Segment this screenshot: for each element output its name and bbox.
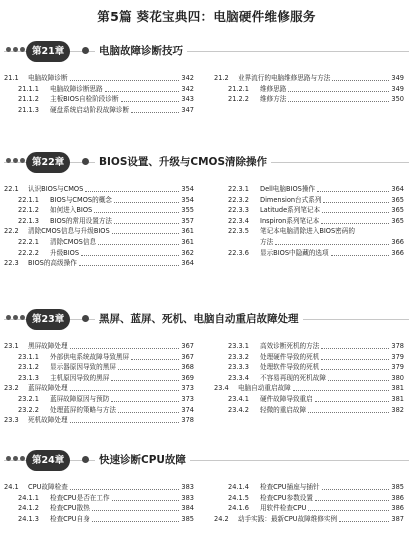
chapter-section: [0, 40, 413, 114]
dot-leader: [308, 503, 389, 511]
toc-entry[interactable]: [4, 84, 194, 95]
dot-leader: [92, 514, 179, 522]
chapter-title: 黑屏、蓝屏、死机、电脑自动重启故障处理: [95, 311, 303, 326]
entry-page-number: 381: [391, 394, 404, 403]
toc-entry[interactable]: [4, 105, 194, 116]
dot-leader: [70, 415, 179, 423]
entry-number: 23.3.1: [228, 342, 249, 350]
toc-column-left: [4, 184, 194, 269]
toc-column-right: [214, 341, 404, 415]
bullet-dot-icon: [82, 158, 89, 165]
dot-leader: [323, 195, 389, 203]
bullet-dot-icon: [82, 315, 89, 322]
entry-title: 主机原因导致的黑屏: [50, 373, 110, 382]
banner-dots-icon: [6, 47, 25, 52]
toc-entry[interactable]: [214, 514, 404, 525]
entry-number: 22.2.2: [18, 248, 39, 257]
entry-title: 轻微的重启故障: [260, 405, 307, 414]
dot-leader: [98, 237, 179, 245]
entry-page-number: 361: [181, 237, 194, 246]
entry-page-number: 367: [181, 352, 194, 361]
entry-page-number: 365: [391, 216, 404, 225]
banner-dots-icon: [6, 315, 25, 320]
entry-page-number: 350: [391, 95, 404, 104]
entry-title: 升级BIOS: [50, 248, 80, 257]
entry-title: 动手实践：最新CPU故障维修实例: [238, 514, 338, 523]
toc-entry[interactable]: [214, 248, 404, 259]
dot-leader: [105, 84, 179, 92]
dot-leader: [321, 352, 389, 360]
dot-leader: [332, 73, 389, 81]
entry-title: 检查CPU自身: [50, 514, 90, 523]
entry-title: 清除CMOS信息: [50, 237, 97, 246]
entry-page-number: 369: [181, 373, 194, 382]
chapter-section: [0, 308, 413, 425]
entry-number: 23.3.4: [228, 373, 249, 382]
dot-leader: [328, 373, 389, 381]
entry-page-number: 382: [391, 405, 404, 414]
entry-title: BIOS与CMOS的概念: [50, 195, 112, 204]
entry-page-number: 368: [181, 363, 194, 372]
entry-number: 24.1.2: [18, 504, 39, 513]
toc-entry[interactable]: [4, 94, 194, 105]
entry-title: 检查CPU插座与插针: [260, 483, 320, 491]
entry-page-number: 373: [181, 394, 194, 403]
entry-title: 方法: [260, 237, 274, 246]
entry-number: 21.2.1: [228, 84, 249, 93]
dot-leader: [131, 105, 179, 113]
toc-column-left: [4, 341, 194, 426]
entry-page-number: 361: [181, 227, 194, 236]
dot-leader: [70, 383, 179, 391]
toc-entry[interactable]: [214, 373, 404, 384]
entry-page-number: 349: [391, 74, 404, 82]
entry-page-number: 357: [181, 216, 194, 225]
entry-page-number: 365: [391, 195, 404, 204]
entry-page-number: 383: [181, 483, 194, 491]
dot-leader: [70, 482, 179, 490]
chapter-title: 电脑故障诊断技巧: [95, 43, 187, 58]
entry-page-number: 364: [181, 259, 194, 268]
chapter-badge: 第24章: [26, 450, 70, 471]
entry-title: 显示器原因导致的黑屏: [50, 363, 116, 372]
dot-leader: [288, 94, 389, 102]
entry-number: 21.2: [214, 74, 229, 82]
toc-entry[interactable]: [4, 415, 194, 426]
entry-number: 24.1.5: [228, 493, 249, 502]
entry-title: 黑屏故障处理: [28, 342, 68, 350]
toc-column-right: [214, 184, 404, 258]
chapter-banner: [0, 40, 413, 64]
dot-leader: [288, 84, 389, 92]
toc-entry[interactable]: [214, 352, 404, 363]
entry-number: 24.1.4: [228, 483, 249, 491]
entry-number: 24.1.1: [18, 493, 39, 502]
entry-page-number: 387: [391, 514, 404, 523]
entry-page-number: 342: [181, 74, 194, 82]
toc-entry[interactable]: [214, 195, 404, 206]
toc-entry[interactable]: [214, 482, 404, 493]
entry-page-number: 383: [181, 493, 194, 502]
entry-page-number: 386: [391, 504, 404, 513]
entry-page-number: 385: [391, 483, 404, 491]
entry-number: 21.1.1: [18, 84, 39, 93]
entry-number: 22.3.1: [228, 185, 249, 193]
dot-leader: [321, 341, 389, 349]
entry-page-number: 354: [181, 185, 194, 193]
entry-page-number: 378: [391, 342, 404, 350]
chapter-badge: 第21章: [26, 41, 70, 62]
entry-title: 高效诊断死机的方法: [260, 342, 320, 350]
entry-page-number: 342: [181, 84, 194, 93]
entry-number: 22.2.1: [18, 237, 39, 246]
entry-number: 23.1.1: [18, 352, 39, 361]
dot-leader: [293, 383, 389, 391]
entry-title: Inspiron系列笔记本: [260, 216, 320, 225]
chapter-title: BIOS设置、升级与CMOS清除操作: [95, 154, 271, 169]
entry-title: 电脑故障诊断: [28, 74, 68, 82]
entry-number: 22.1.2: [18, 206, 39, 215]
entry-title: 清除CMOS信息与升级BIOS: [28, 227, 110, 236]
entry-title: 处理硬件导致的死机: [260, 352, 320, 361]
entry-page-number: 379: [391, 352, 404, 361]
entry-title: 蓝屏故障处理: [28, 384, 68, 393]
entry-number: 22.1: [4, 185, 19, 193]
toc-entry[interactable]: [4, 73, 194, 84]
entry-page-number: 349: [391, 84, 404, 93]
entry-number: 21.1: [4, 74, 19, 82]
dot-leader: [112, 226, 179, 234]
chapter-badge: 第23章: [26, 309, 70, 330]
entry-title: 认识BIOS与CMOS: [28, 185, 84, 193]
dot-leader: [111, 373, 179, 381]
dot-leader: [121, 94, 179, 102]
dot-leader: [112, 493, 179, 501]
dot-leader: [322, 482, 389, 490]
dot-leader: [118, 405, 179, 413]
toc-entry[interactable]: [4, 514, 194, 525]
toc-entry[interactable]: [214, 237, 404, 248]
bullet-dot-icon: [82, 456, 89, 463]
entry-title: 维修思路: [260, 84, 287, 93]
entry-page-number: 373: [181, 384, 194, 393]
entry-title: 显示BIOS中隐藏的选项: [260, 248, 329, 257]
dot-leader: [315, 493, 389, 501]
chapter-banner: [0, 449, 413, 473]
entry-page-number: 343: [181, 95, 194, 104]
toc-entry[interactable]: [214, 205, 404, 216]
chapter-section: [0, 449, 413, 523]
toc-entry[interactable]: [4, 195, 194, 206]
entry-number: 21.2.2: [228, 95, 249, 104]
entry-title: 外部供电系统故障导致黑屏: [50, 352, 130, 361]
entry-page-number: 384: [181, 504, 194, 513]
banner-dots-icon: [6, 158, 25, 163]
entry-number: 22.1.1: [18, 195, 39, 204]
toc-entry[interactable]: [4, 248, 194, 259]
entry-page-number: 379: [391, 363, 404, 372]
toc-entry[interactable]: [214, 184, 404, 195]
toc-entry[interactable]: [4, 216, 194, 227]
toc-entry[interactable]: [4, 373, 194, 384]
toc-entry[interactable]: [214, 226, 404, 237]
entry-number: 23.2.1: [18, 394, 39, 403]
dot-leader: [321, 216, 389, 224]
dot-leader: [70, 341, 179, 349]
dot-leader: [315, 394, 389, 402]
dot-leader: [308, 405, 389, 413]
entry-page-number: 365: [391, 206, 404, 215]
entry-title: Dell电脑BIOS操作: [260, 185, 316, 193]
entry-title: 电脑故障诊断思路: [50, 84, 103, 93]
toc-entry[interactable]: [4, 205, 194, 216]
entry-title: BIOS的高级操作: [28, 259, 77, 268]
entry-number: 23.4: [214, 384, 229, 393]
entry-title: Latitude系列笔记本: [260, 206, 321, 215]
toc-entry[interactable]: [4, 394, 194, 405]
toc-entry[interactable]: [4, 405, 194, 416]
entry-number: 22.1.3: [18, 216, 39, 225]
dot-leader: [321, 362, 389, 370]
entry-number: 24.1.6: [228, 504, 249, 513]
entry-number: 24.2: [214, 514, 229, 523]
toc-entry[interactable]: [4, 226, 194, 237]
entry-title: 处理软件导致的死机: [260, 363, 320, 372]
entry-page-number: 354: [181, 195, 194, 204]
toc-entry[interactable]: [214, 216, 404, 227]
entry-number: 22.3.4: [228, 216, 249, 225]
toc-entry[interactable]: [214, 503, 404, 514]
toc-entry[interactable]: [214, 493, 404, 504]
toc-entry[interactable]: [4, 362, 194, 373]
dot-leader: [131, 352, 179, 360]
toc-entry[interactable]: [214, 73, 404, 84]
entry-title: 不容易再现的死机故障: [260, 373, 326, 382]
entry-number: 23.1.3: [18, 373, 39, 382]
entry-number: 22.3.3: [228, 206, 249, 215]
entry-title: 如何进入BIOS: [50, 206, 93, 215]
banner-dots-icon: [6, 456, 25, 461]
entry-number: 22.3.6: [228, 248, 249, 257]
toc-entry[interactable]: [4, 482, 194, 493]
entry-title: 检查CPU是否在工作: [50, 493, 110, 502]
toc-entry[interactable]: [214, 383, 404, 394]
dot-leader: [70, 73, 179, 81]
part-title: 第5篇 葵花宝典四：电脑硬件维修服务: [97, 9, 316, 24]
toc-entry[interactable]: [214, 341, 404, 352]
entry-title: 检查CPU散热: [50, 504, 90, 513]
entry-title: 处理蓝屏的策略与方法: [50, 405, 116, 414]
toc-entry[interactable]: [214, 94, 404, 105]
entry-number: 23.4.1: [228, 394, 249, 403]
dot-leader: [331, 248, 389, 256]
toc-column-left: [4, 73, 194, 115]
entry-title: 维修方法: [260, 95, 287, 104]
toc-entry[interactable]: [4, 184, 194, 195]
toc-entry[interactable]: [4, 352, 194, 363]
entry-number: 23.3: [4, 416, 19, 425]
entry-number: 24.1: [4, 483, 19, 491]
entry-number: 24.1.3: [18, 514, 39, 523]
entry-page-number: 362: [181, 248, 194, 257]
toc-entry[interactable]: [4, 237, 194, 248]
entry-title: Dimension台式系列: [260, 195, 322, 204]
toc-entry[interactable]: [4, 341, 194, 352]
entry-page-number: 364: [391, 185, 404, 193]
entry-title: 用软件检查CPU: [260, 504, 307, 513]
toc-column-right: [214, 73, 404, 105]
chapter-title: 快速诊断CPU故障: [95, 452, 190, 467]
entry-number: 21.1.3: [18, 105, 39, 114]
entry-page-number: 366: [391, 248, 404, 257]
entry-number: 21.1.2: [18, 95, 39, 104]
entry-number: 23.3.2: [228, 352, 249, 361]
dot-leader: [275, 237, 389, 245]
entry-page-number: 386: [391, 493, 404, 502]
dot-leader: [118, 362, 179, 370]
toc-entry[interactable]: [4, 503, 194, 514]
entry-number: 23.4.2: [228, 405, 249, 414]
toc-entry[interactable]: [214, 362, 404, 373]
entry-number: 22.3.5: [228, 227, 249, 236]
entry-number: 23.3.3: [228, 363, 249, 372]
dot-leader: [339, 514, 389, 522]
dot-leader: [322, 205, 389, 213]
entry-title: 检查CPU参数设置: [260, 493, 313, 502]
entry-page-number: 367: [181, 342, 194, 350]
toc-entry[interactable]: [214, 405, 404, 416]
toc-entry[interactable]: [4, 383, 194, 394]
toc-column-left: [4, 482, 194, 524]
entry-title: 电脑自动重启故障: [238, 384, 291, 393]
entry-page-number: 378: [181, 416, 194, 425]
toc-column-right: [214, 482, 404, 524]
entry-number: 23.1.2: [18, 363, 39, 372]
entry-number: 23.2: [4, 384, 19, 393]
entry-title: CPU故障检查: [28, 483, 68, 491]
dot-leader: [114, 195, 179, 203]
toc-entry[interactable]: [214, 84, 404, 95]
entry-number: 23.1: [4, 342, 19, 350]
dot-leader: [79, 258, 179, 266]
dot-leader: [111, 394, 179, 402]
entry-title: 蓝屏故障原因与预防: [50, 394, 110, 403]
toc-entry[interactable]: [214, 394, 404, 405]
dot-leader: [317, 184, 389, 192]
chapter-badge: 第22章: [26, 152, 70, 173]
entry-page-number: 381: [391, 384, 404, 393]
entry-page-number: 380: [391, 373, 404, 382]
bullet-dot-icon: [82, 47, 89, 54]
dot-leader: [81, 248, 179, 256]
entry-number: 22.3: [4, 259, 19, 268]
entry-number: 23.2.2: [18, 405, 39, 414]
dot-leader: [114, 216, 179, 224]
dot-leader: [85, 184, 179, 192]
entry-page-number: 374: [181, 405, 194, 414]
entry-title: 硬件故障导致重启: [260, 394, 313, 403]
dot-leader: [92, 503, 179, 511]
entry-number: 22.3.2: [228, 195, 249, 204]
entry-title: BIOS的常用设置方法: [50, 216, 112, 225]
entry-page-number: 355: [181, 206, 194, 215]
entry-number: 22.2: [4, 227, 19, 236]
entry-page-number: 347: [181, 105, 194, 114]
entry-title: 硬盘系统启动阶段故障诊断: [50, 105, 130, 114]
toc-entry[interactable]: [4, 258, 194, 269]
entry-title: 业界流行的电脑维修思路与方法: [238, 74, 331, 82]
entry-title: 笔记本电脑清除进入BIOS密码的: [260, 227, 355, 236]
entry-page-number: 366: [391, 237, 404, 246]
chapter-banner: [0, 151, 413, 175]
chapter-banner: [0, 308, 413, 332]
entry-title: 死机故障处理: [28, 416, 68, 425]
toc-entry[interactable]: [4, 493, 194, 504]
entry-page-number: 385: [181, 514, 194, 523]
entry-title: 主板BIOS自检阶段诊断: [50, 95, 119, 104]
chapter-section: [0, 151, 413, 268]
dot-leader: [94, 205, 179, 213]
